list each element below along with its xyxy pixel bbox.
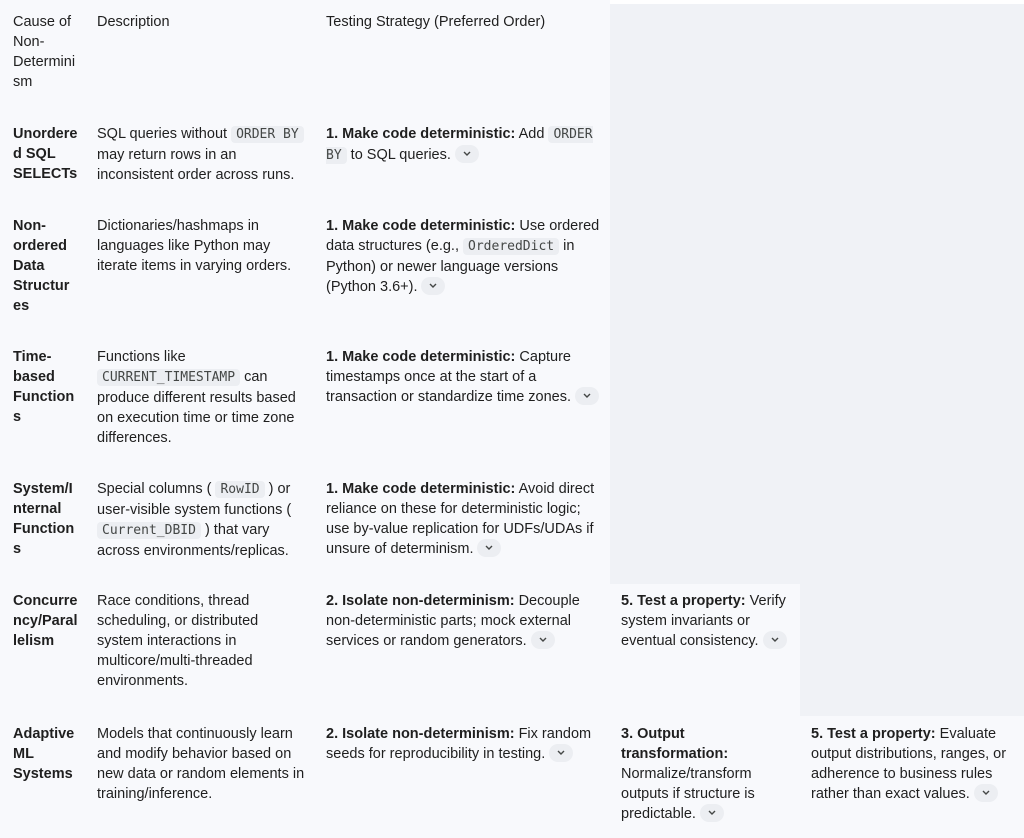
chevron-down-icon[interactable]	[575, 387, 599, 405]
description-cell: Models that continuously learn and modify behavior based on new data or random elements in training/inference.	[97, 726, 305, 802]
strategy-label: 2. Isolate non-determinism:	[326, 726, 515, 742]
description-text: can produce different results based on execution time or time zone differences.	[97, 369, 296, 446]
strategy-cell	[621, 724, 789, 824]
inline-code: CURRENT_TIMESTAMP	[97, 369, 240, 386]
strategy-text: Capture timestamps once at the start of a transaction or standardize time zones.	[326, 349, 572, 405]
strategy-cell	[326, 479, 606, 559]
description-cell: Dictionaries/hashmaps in languages like Python may iterate items in varying orders.	[97, 218, 292, 274]
description-cell: Race conditions, thread scheduling, or distributed system interactions in multicore/multi-threaded environments.	[97, 593, 259, 689]
strategy-text: Decouple non-deterministic parts; mock external services or random generators.	[326, 593, 580, 649]
strategy-text: to SQL queries.	[346, 147, 451, 163]
description-text: SQL queries without	[97, 126, 232, 142]
cause-cell: System/Internal Functions	[13, 481, 75, 557]
cause-cell: Adaptive ML Systems	[13, 726, 75, 782]
strategy-label: 5. Test a property:	[621, 593, 746, 609]
strategy-text: Add	[515, 126, 549, 142]
strategy-label: 2. Isolate non-determinism:	[326, 593, 515, 609]
strategy-cell	[811, 724, 1017, 804]
description-text: Functions like	[97, 349, 186, 365]
chevron-down-icon[interactable]	[455, 145, 479, 163]
chevron-down-icon[interactable]	[763, 631, 787, 649]
cause-cell: Concurrency/Parallelism	[13, 593, 78, 649]
header-cause: Cause of Non-Determinism	[13, 14, 76, 90]
strategy-text: Use ordered data structures (e.g.,	[326, 218, 600, 254]
strategy-cell	[326, 724, 606, 764]
chevron-down-icon[interactable]	[477, 539, 501, 557]
strategy-text: Normalize/transform outputs if structure is predictable.	[621, 766, 755, 822]
strategy-label: 1. Make code deterministic:	[326, 481, 516, 497]
cause-cell: Non-ordered Data Structures	[13, 218, 70, 314]
strategy-cell	[621, 591, 793, 651]
strategy-label: 1. Make code deterministic:	[326, 218, 516, 234]
description-text: ) or user-visible system functions (	[97, 481, 292, 518]
inline-code: Current_DBID	[97, 522, 201, 539]
empty-cell-area	[610, 4, 1024, 584]
header-strategy: Testing Strategy (Preferred Order)	[326, 14, 546, 30]
chevron-down-icon[interactable]	[531, 631, 555, 649]
strategy-cell	[326, 591, 606, 651]
strategy-cell	[326, 124, 606, 166]
strategy-cell	[326, 347, 606, 407]
description-text: ) that vary across environments/replicas.	[97, 522, 289, 559]
inline-code: OrderedDict	[463, 238, 559, 255]
strategy-text: Evaluate output distributions, ranges, or adherence to business rules rather than exact values.	[811, 726, 1007, 802]
strategy-label: 5. Test a property:	[811, 726, 936, 742]
strategy-label: 1. Make code deterministic:	[326, 349, 516, 365]
cause-cell: Unordered SQL SELECTs	[13, 126, 78, 182]
strategy-text: Avoid direct reliance on these for deterministic logic; use by-value replication for UDFs/UDAs if unsure of determinism.	[326, 481, 595, 557]
chevron-down-icon[interactable]	[974, 784, 998, 802]
strategy-label: 1. Make code deterministic:	[326, 126, 516, 142]
chevron-down-icon[interactable]	[549, 744, 573, 762]
strategy-text: in Python) or newer language versions (Python 3.6+).	[326, 238, 575, 295]
header-description: Description	[97, 14, 170, 30]
empty-cell-area	[800, 584, 1024, 716]
strategy-cell	[326, 216, 606, 297]
cause-cell: Time-based Functions	[13, 349, 75, 425]
chevron-down-icon[interactable]	[700, 804, 724, 822]
chevron-down-icon[interactable]	[421, 277, 445, 295]
strategy-text: Verify system invariants or eventual consistency.	[621, 593, 786, 649]
inline-code: ORDER BY	[326, 127, 593, 163]
inline-code: ORDER BY	[231, 126, 304, 143]
strategy-text: Fix random seeds for reproducibility in testing.	[326, 726, 592, 762]
strategy-label: 3. Output transformation:	[621, 726, 729, 762]
description-cell	[97, 124, 307, 185]
description-cell	[97, 479, 307, 561]
description-text: Special columns (	[97, 481, 216, 497]
description-cell	[97, 347, 307, 448]
inline-code: RowID	[215, 481, 264, 498]
description-text: may return rows in an inconsistent order across runs.	[97, 147, 295, 183]
